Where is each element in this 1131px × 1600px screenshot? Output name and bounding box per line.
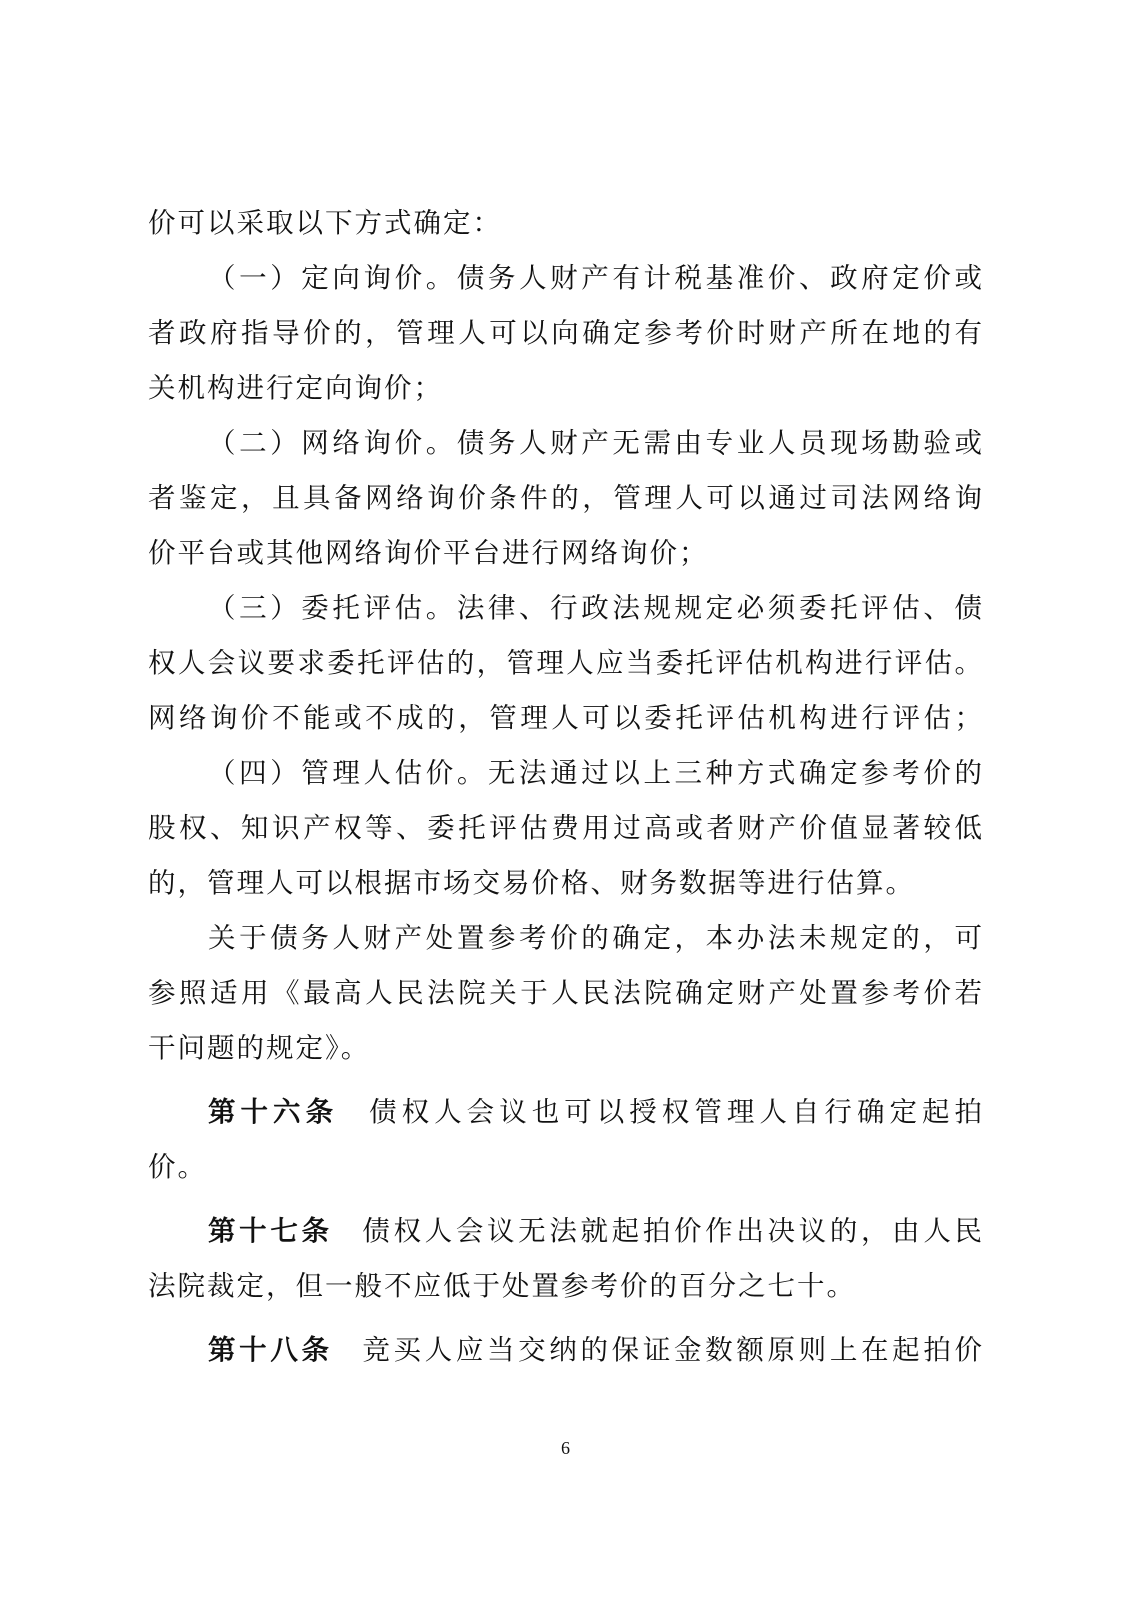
- page-number: 6: [561, 1438, 570, 1458]
- text-line: 股权、知识产权等、委托评估费用过高或者财产价值显著较低: [148, 812, 984, 844]
- text-line: （三）委托评估。法律、行政法规规定必须委托评估、债: [208, 592, 984, 624]
- text-line: （一）定向询价。债务人财产有计税基准价、政府定价或: [208, 262, 984, 294]
- article-18: [148, 1323, 984, 1378]
- text-line: 参照适用《最高人民法院关于人民法院确定财产处置参考价若: [148, 977, 984, 1009]
- text-line: 法院裁定，但一般不应低于处置参考价的百分之七十。: [148, 1270, 856, 1302]
- article-16-text: 债权人会议也可以授权管理人自行确定起拍: [366, 1096, 985, 1128]
- article-18-text: 竞买人应当交纳的保证金数额原则上在起拍价: [360, 1334, 985, 1366]
- text-line: 价平台或其他网络询价平台进行网络询价；: [148, 537, 709, 569]
- article-17-text: 债权人会议无法就起拍价作出决议的，由人民: [360, 1215, 985, 1247]
- article-16: [148, 1085, 984, 1140]
- text-line: 权人会议要求委托评估的，管理人应当委托评估机构进行评估。: [148, 647, 984, 679]
- text-line: 价。: [148, 1151, 207, 1183]
- document-body: [148, 196, 984, 1378]
- article-17: [148, 1204, 984, 1259]
- text-line: 关于债务人财产处置参考价的确定，本办法未规定的，可: [208, 922, 984, 954]
- text-line: 关机构进行定向询价；: [148, 372, 443, 404]
- text-line: 干问题的规定》。: [148, 1032, 371, 1064]
- article-18-title: 第十八条: [208, 1334, 333, 1366]
- text-line: （二）网络询价。债务人财产无需由专业人员现场勘验或: [208, 427, 984, 459]
- article-16-title: 第十六条: [208, 1096, 339, 1128]
- article-17-title: 第十七条: [208, 1215, 333, 1247]
- text-line: 价可以采取以下方式确定：: [148, 207, 502, 239]
- text-line: （四）管理人估价。无法通过以上三种方式确定参考价的: [208, 757, 984, 789]
- text-line: 网络询价不能或不成的，管理人可以委托评估机构进行评估；: [148, 702, 984, 734]
- text-line: 者鉴定，且具备网络询价条件的，管理人可以通过司法网络询: [148, 482, 984, 514]
- text-line: 者政府指导价的，管理人可以向确定参考价时财产所在地的有: [148, 317, 984, 349]
- text-line: 的，管理人可以根据市场交易价格、财务数据等进行估算。: [148, 867, 915, 899]
